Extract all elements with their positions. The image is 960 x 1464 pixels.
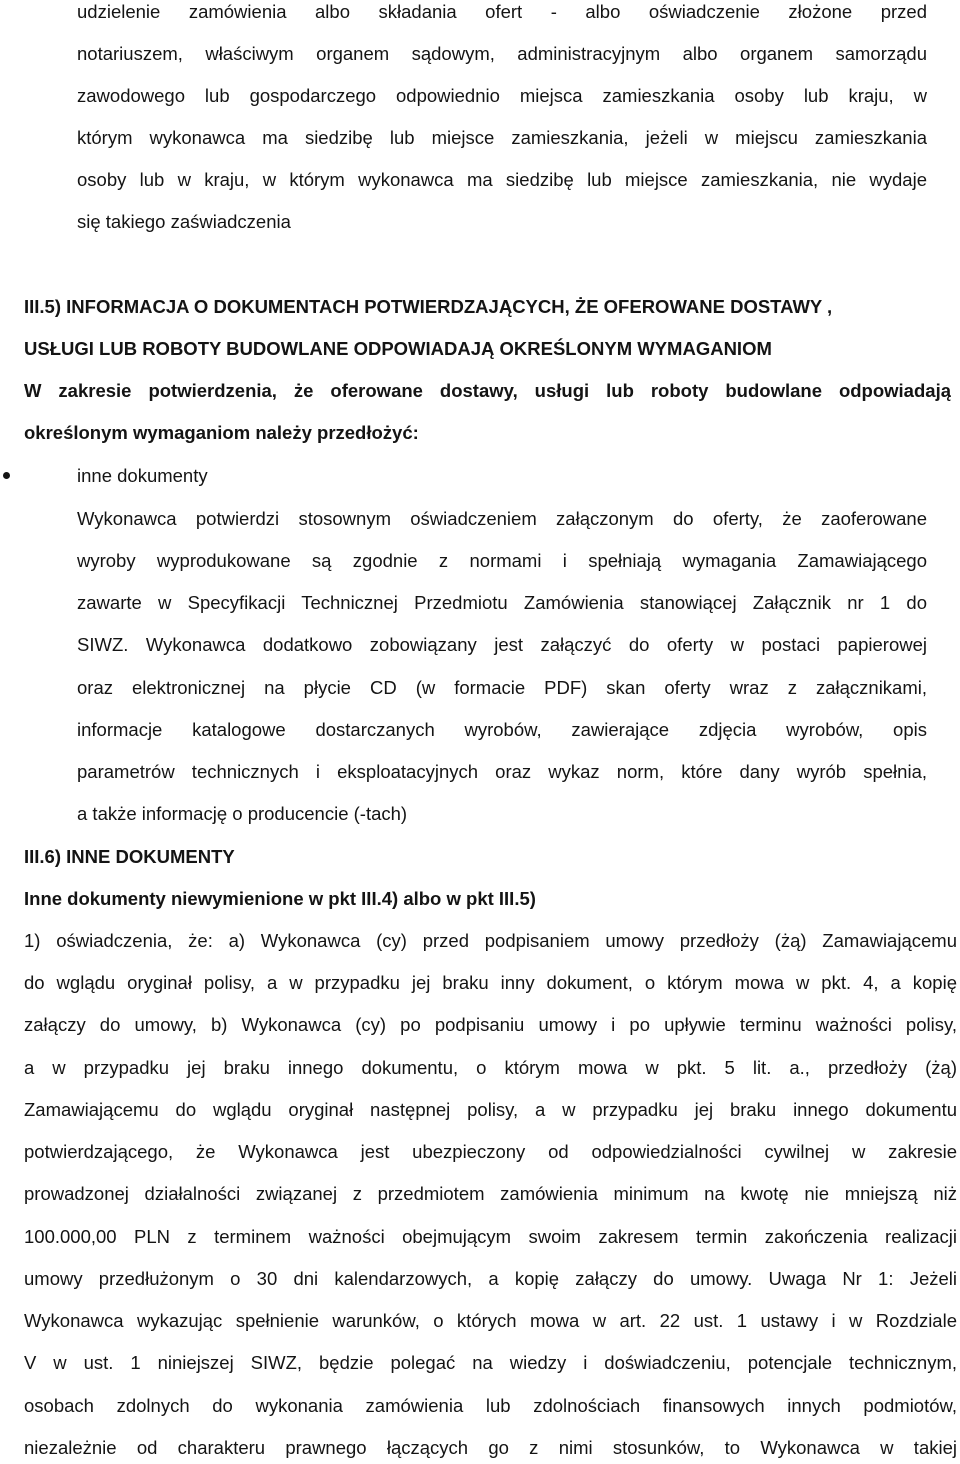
section-heading: III.6) INNE DOKUMENTY: [24, 846, 235, 867]
paragraph-line: niezależnie od charakteru prawnego łączących go z nimi stosunków, to Wykonawca w takiej: [24, 1437, 957, 1458]
paragraph-line: którym wykonawca ma siedzibę lub miejsce zamieszkania, jeżeli w miejscu zamieszkania: [77, 127, 927, 148]
section-subheading: Inne dokumenty niewymienione w pkt III.4) albo w pkt III.5): [24, 888, 536, 909]
paragraph-line: V w ust. 1 niniejszej SIWZ, będzie polegać na wiedzy i doświadczeniu, potencjale technicznym,: [24, 1352, 957, 1373]
paragraph-line: SIWZ. Wykonawca dodatkowo zobowiązany jest załączyć do oferty w postaci papierowej: [77, 634, 927, 655]
paragraph-line: a w przypadku jej braku innego dokumentu, o którym mowa w pkt. 5 lit. a., przedłoży (żą): [24, 1057, 957, 1078]
paragraph-line: prowadzonej działalności związanej z przedmiotem zamówienia minimum na kwotę nie mniejszą niż: [24, 1183, 957, 1204]
section-heading: III.5) INFORMACJA O DOKUMENTACH POTWIERDZAJĄCYCH, ŻE OFEROWANE DOSTAWY ,: [24, 296, 833, 317]
paragraph-line: wyroby wyprodukowane są zgodnie z normami i spełniają wymagania Zamawiającego: [77, 550, 927, 571]
paragraph-line: oraz elektronicznej na płycie CD (w formacie PDF) skan oferty wraz z załącznikami,: [77, 677, 927, 698]
paragraph-line: umowy przedłużonym o 30 dni kalendarzowych, a kopię załączy do umowy. Uwaga Nr 1: Jeżeli: [24, 1268, 957, 1289]
paragraph-line: udzielenie zamówienia albo składania ofert - albo oświadczenie złożone przed: [77, 1, 927, 22]
paragraph-line: informacje katalogowe dostarczanych wyrobów, zawierające zdjęcia wyrobów, opis: [77, 719, 927, 740]
paragraph-line: Zamawiającemu do wglądu oryginał następnej polisy, a w przypadku jej braku innego dokumentu: [24, 1099, 957, 1120]
paragraph-line: Wykonawca wykazując spełnienie warunków, o których mowa w art. 22 ust. 1 ustawy i w Rozdziale: [24, 1310, 957, 1331]
section-heading: USŁUGI LUB ROBOTY BUDOWLANE ODPOWIADAJĄ OKREŚLONYM WYMAGANIOM: [24, 338, 772, 359]
paragraph-line: osobach zdolnych do wykonania zamówienia lub zdolnościach finansowych innych podmiotów,: [24, 1395, 957, 1416]
paragraph-line: zawodowego lub gospodarczego odpowiednio miejsca zamieszkania osoby lub kraju, w: [77, 85, 927, 106]
paragraph-line: zawarte w Specyfikacji Technicznej Przedmiotu Zamówienia stanowiącej Załącznik nr 1 do: [77, 592, 927, 613]
paragraph-line: Wykonawca potwierdzi stosownym oświadczeniem załączonym do oferty, że zaoferowane: [77, 508, 927, 529]
bullet-icon: [3, 472, 10, 479]
section-intro: określonym wymaganiom należy przedłożyć:: [24, 422, 419, 443]
paragraph-line: a także informację o producencie (-tach): [77, 803, 408, 824]
paragraph-line: do wglądu oryginał polisy, a w przypadku jej braku inny dokument, o którym mowa w pkt. 4, a kopię: [24, 972, 957, 993]
paragraph-line: osoby lub w kraju, w którym wykonawca ma siedzibę lub miejsce zamieszkania, nie wydaje: [77, 169, 927, 190]
paragraph-line: się takiego zaświadczenia: [77, 211, 291, 232]
paragraph-line: parametrów technicznych i eksploatacyjnych oraz wykaz norm, które dany wyrób spełnia,: [77, 761, 927, 782]
list-item: inne dokumenty: [77, 465, 208, 486]
paragraph-line: załączy do umowy, b) Wykonawca (cy) po podpisaniu umowy i po upływie terminu ważności polisy,: [24, 1014, 957, 1035]
paragraph-line: 100.000,00 PLN z terminem ważności obejmującym swoim zakresem termin zakończenia realizacji: [24, 1226, 957, 1247]
section-intro: W zakresie potwierdzenia, że oferowane dostawy, usługi lub roboty budowlane odpowiadają: [24, 380, 951, 401]
paragraph-line: potwierdzającego, że Wykonawca jest ubezpieczony od odpowiedzialności cywilnej w zakresie: [24, 1141, 957, 1162]
paragraph-line: notariuszem, właściwym organem sądowym, administracyjnym albo organem samorządu: [77, 43, 927, 64]
paragraph-line: 1) oświadczenia, że: a) Wykonawca (cy) przed podpisaniem umowy przedłoży (żą) Zamawiającemu: [24, 930, 957, 951]
